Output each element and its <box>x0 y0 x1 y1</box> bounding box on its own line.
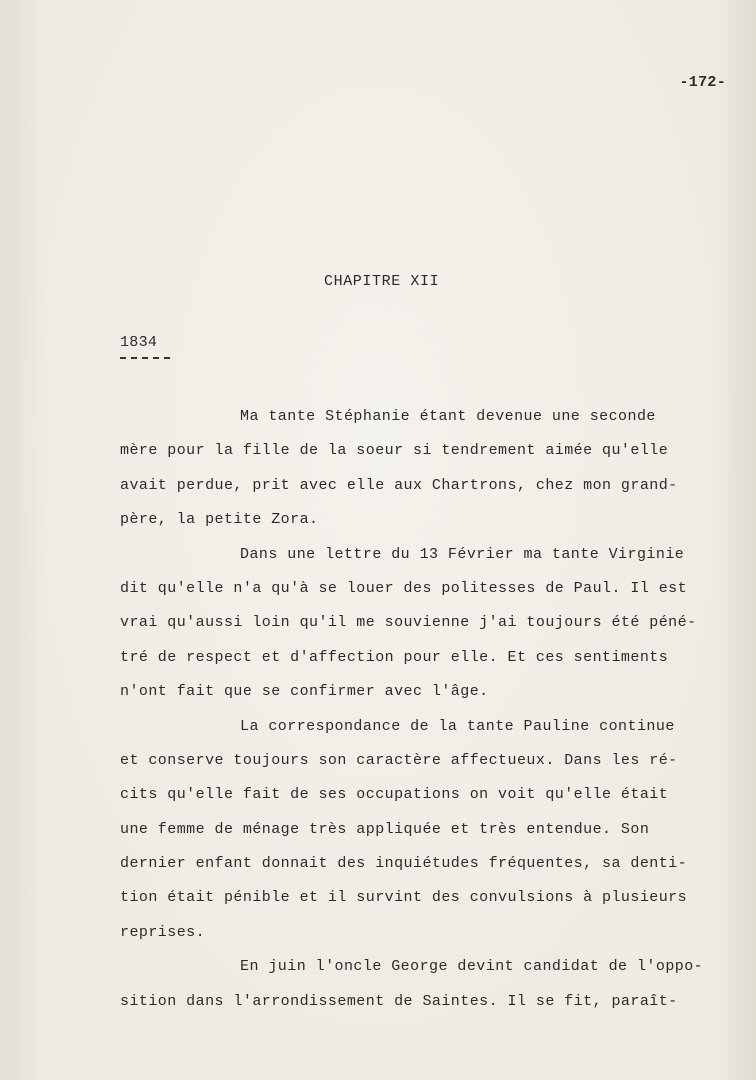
year-underline <box>120 357 170 359</box>
text-line: cits qu'elle fait de ses occupations on voit qu'elle était <box>120 786 669 804</box>
text-line: père, la petite Zora. <box>120 511 319 529</box>
page-number: -172- <box>679 74 726 91</box>
text-line: dernier enfant donnait des inquiétudes fréquentes, sa denti- <box>120 855 688 873</box>
text-line: reprises. <box>120 923 206 941</box>
body-text <box>120 400 736 1019</box>
text-line: dit qu'elle n'a qu'à se louer des politesses de Paul. Il est <box>120 579 688 597</box>
text-line: n'ont fait que se confirmer avec l'âge. <box>120 683 489 701</box>
year-heading: 1834 <box>120 334 158 351</box>
text-line: sition dans l'arrondissement de Saintes. Il se fit, paraît- <box>120 992 678 1010</box>
text-line: Dans une lettre du 13 Février ma tante Virginie <box>240 545 685 563</box>
text-line: En juin l'oncle George devint candidat de l'oppo- <box>240 958 704 976</box>
text-line: tré de respect et d'affection pour elle. Et ces sentiments <box>120 648 669 666</box>
text-line: avait perdue, prit avec elle aux Chartrons, chez mon grand- <box>120 476 678 494</box>
text-line: mère pour la fille de la soeur si tendrement aimée qu'elle <box>120 442 669 460</box>
text-line: Ma tante Stéphanie étant devenue une seconde <box>240 408 656 425</box>
chapter-title: CHAPITRE XII <box>324 273 440 290</box>
text-line: une femme de ménage très appliquée et très entendue. Son <box>120 820 650 838</box>
text-line: et conserve toujours son caractère affectueux. Dans les ré- <box>120 751 678 769</box>
text-line: tion était pénible et il survint des convulsions à plusieurs <box>120 889 688 907</box>
text-line: vrai qu'aussi loin qu'il me souvienne j'ai toujours été péné- <box>120 614 697 632</box>
text-line: La correspondance de la tante Pauline continue <box>240 717 675 735</box>
